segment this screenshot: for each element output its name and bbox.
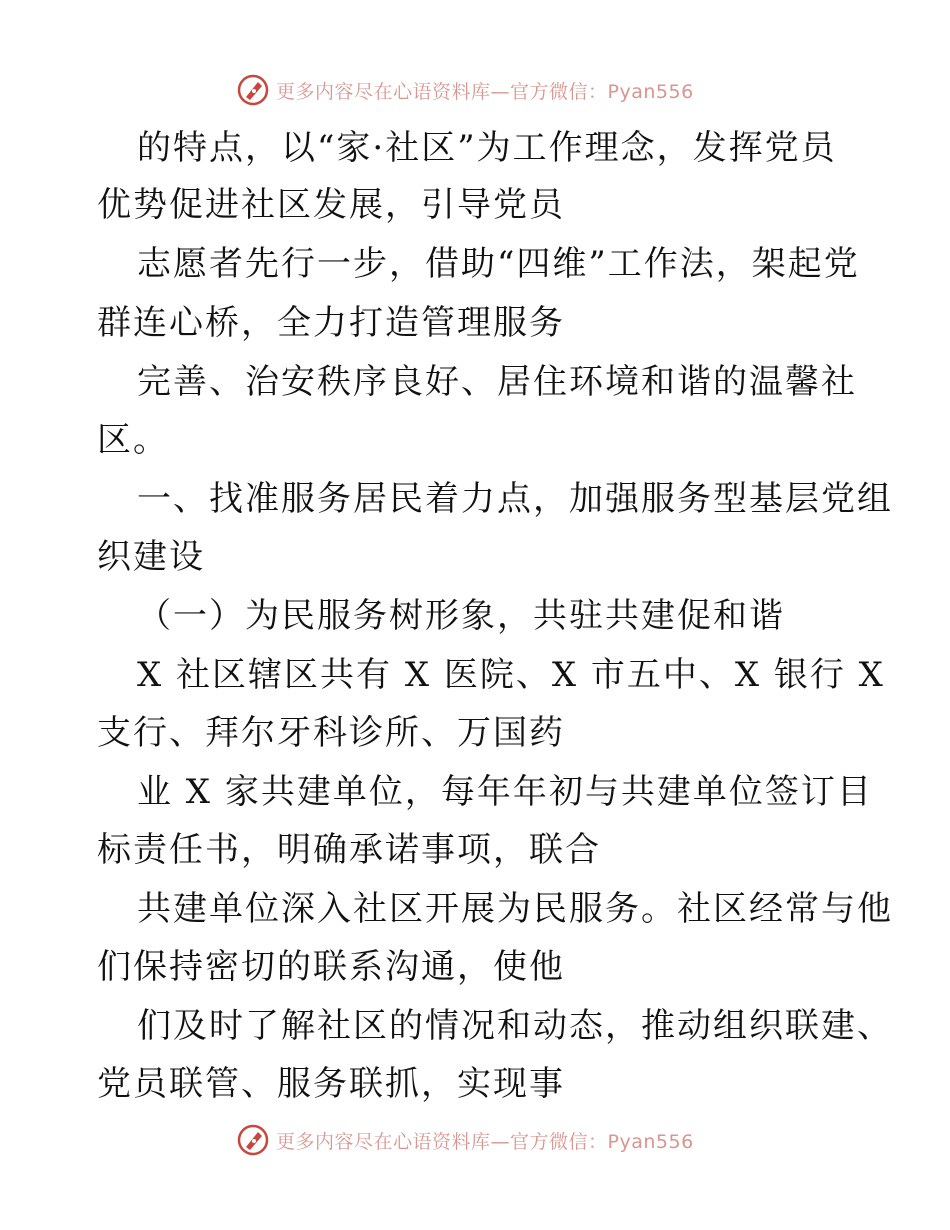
paragraph-line: 标责任书，明确承诺事项，联合 [97, 830, 601, 870]
subsection-heading: （一）为民服务树形象，共驻共建促和谐 [137, 596, 785, 636]
header-watermark [236, 72, 694, 108]
paragraph-line: 完善、治安秩序良好、居住环境和谐的温馨社 [137, 362, 857, 402]
paragraph-line: 党员联管、服务联抓，实现事 [97, 1064, 565, 1104]
paragraph-line: 区。 [97, 420, 169, 460]
paragraph-line: 共建单位深入社区开展为民服务。社区经常与他 [137, 889, 893, 929]
pen-nib-logo-icon [236, 1123, 270, 1157]
paragraph-line: X 社区辖区共有 X 医院、X 市五中、X 银行 X [137, 655, 885, 695]
paragraph-line: 们及时了解社区的情况和动态，推动组织联建、 [137, 1006, 893, 1046]
footer-watermark [236, 1122, 694, 1158]
paragraph-line: 志愿者先行一步，借助“四维”工作法，架起党 [137, 244, 860, 284]
paragraph-line: 业 X 家共建单位，每年年初与共建单位签订目 [137, 772, 873, 812]
watermark-text: 更多内容尽在心语资料库—官方微信：Pyan556 [276, 1130, 694, 1153]
paragraph-line: 群连心桥，全力打造管理服务 [97, 303, 565, 343]
paragraph-line: 们保持密切的联系沟通，使他 [97, 947, 565, 987]
section-heading: 一、找准服务居民着力点，加强服务型基层党组 [137, 479, 893, 519]
watermark-text: 更多内容尽在心语资料库—官方微信：Pyan556 [276, 80, 694, 103]
paragraph-line: 的特点，以“家·社区”为工作理念，发挥党员 [137, 128, 837, 168]
paragraph-line: 优势促进社区发展，引导党员 [97, 185, 565, 225]
paragraph-line: 支行、拜尔牙科诊所、万国药 [97, 713, 565, 753]
section-heading: 织建设 [97, 537, 205, 577]
pen-nib-logo-icon [236, 73, 270, 107]
